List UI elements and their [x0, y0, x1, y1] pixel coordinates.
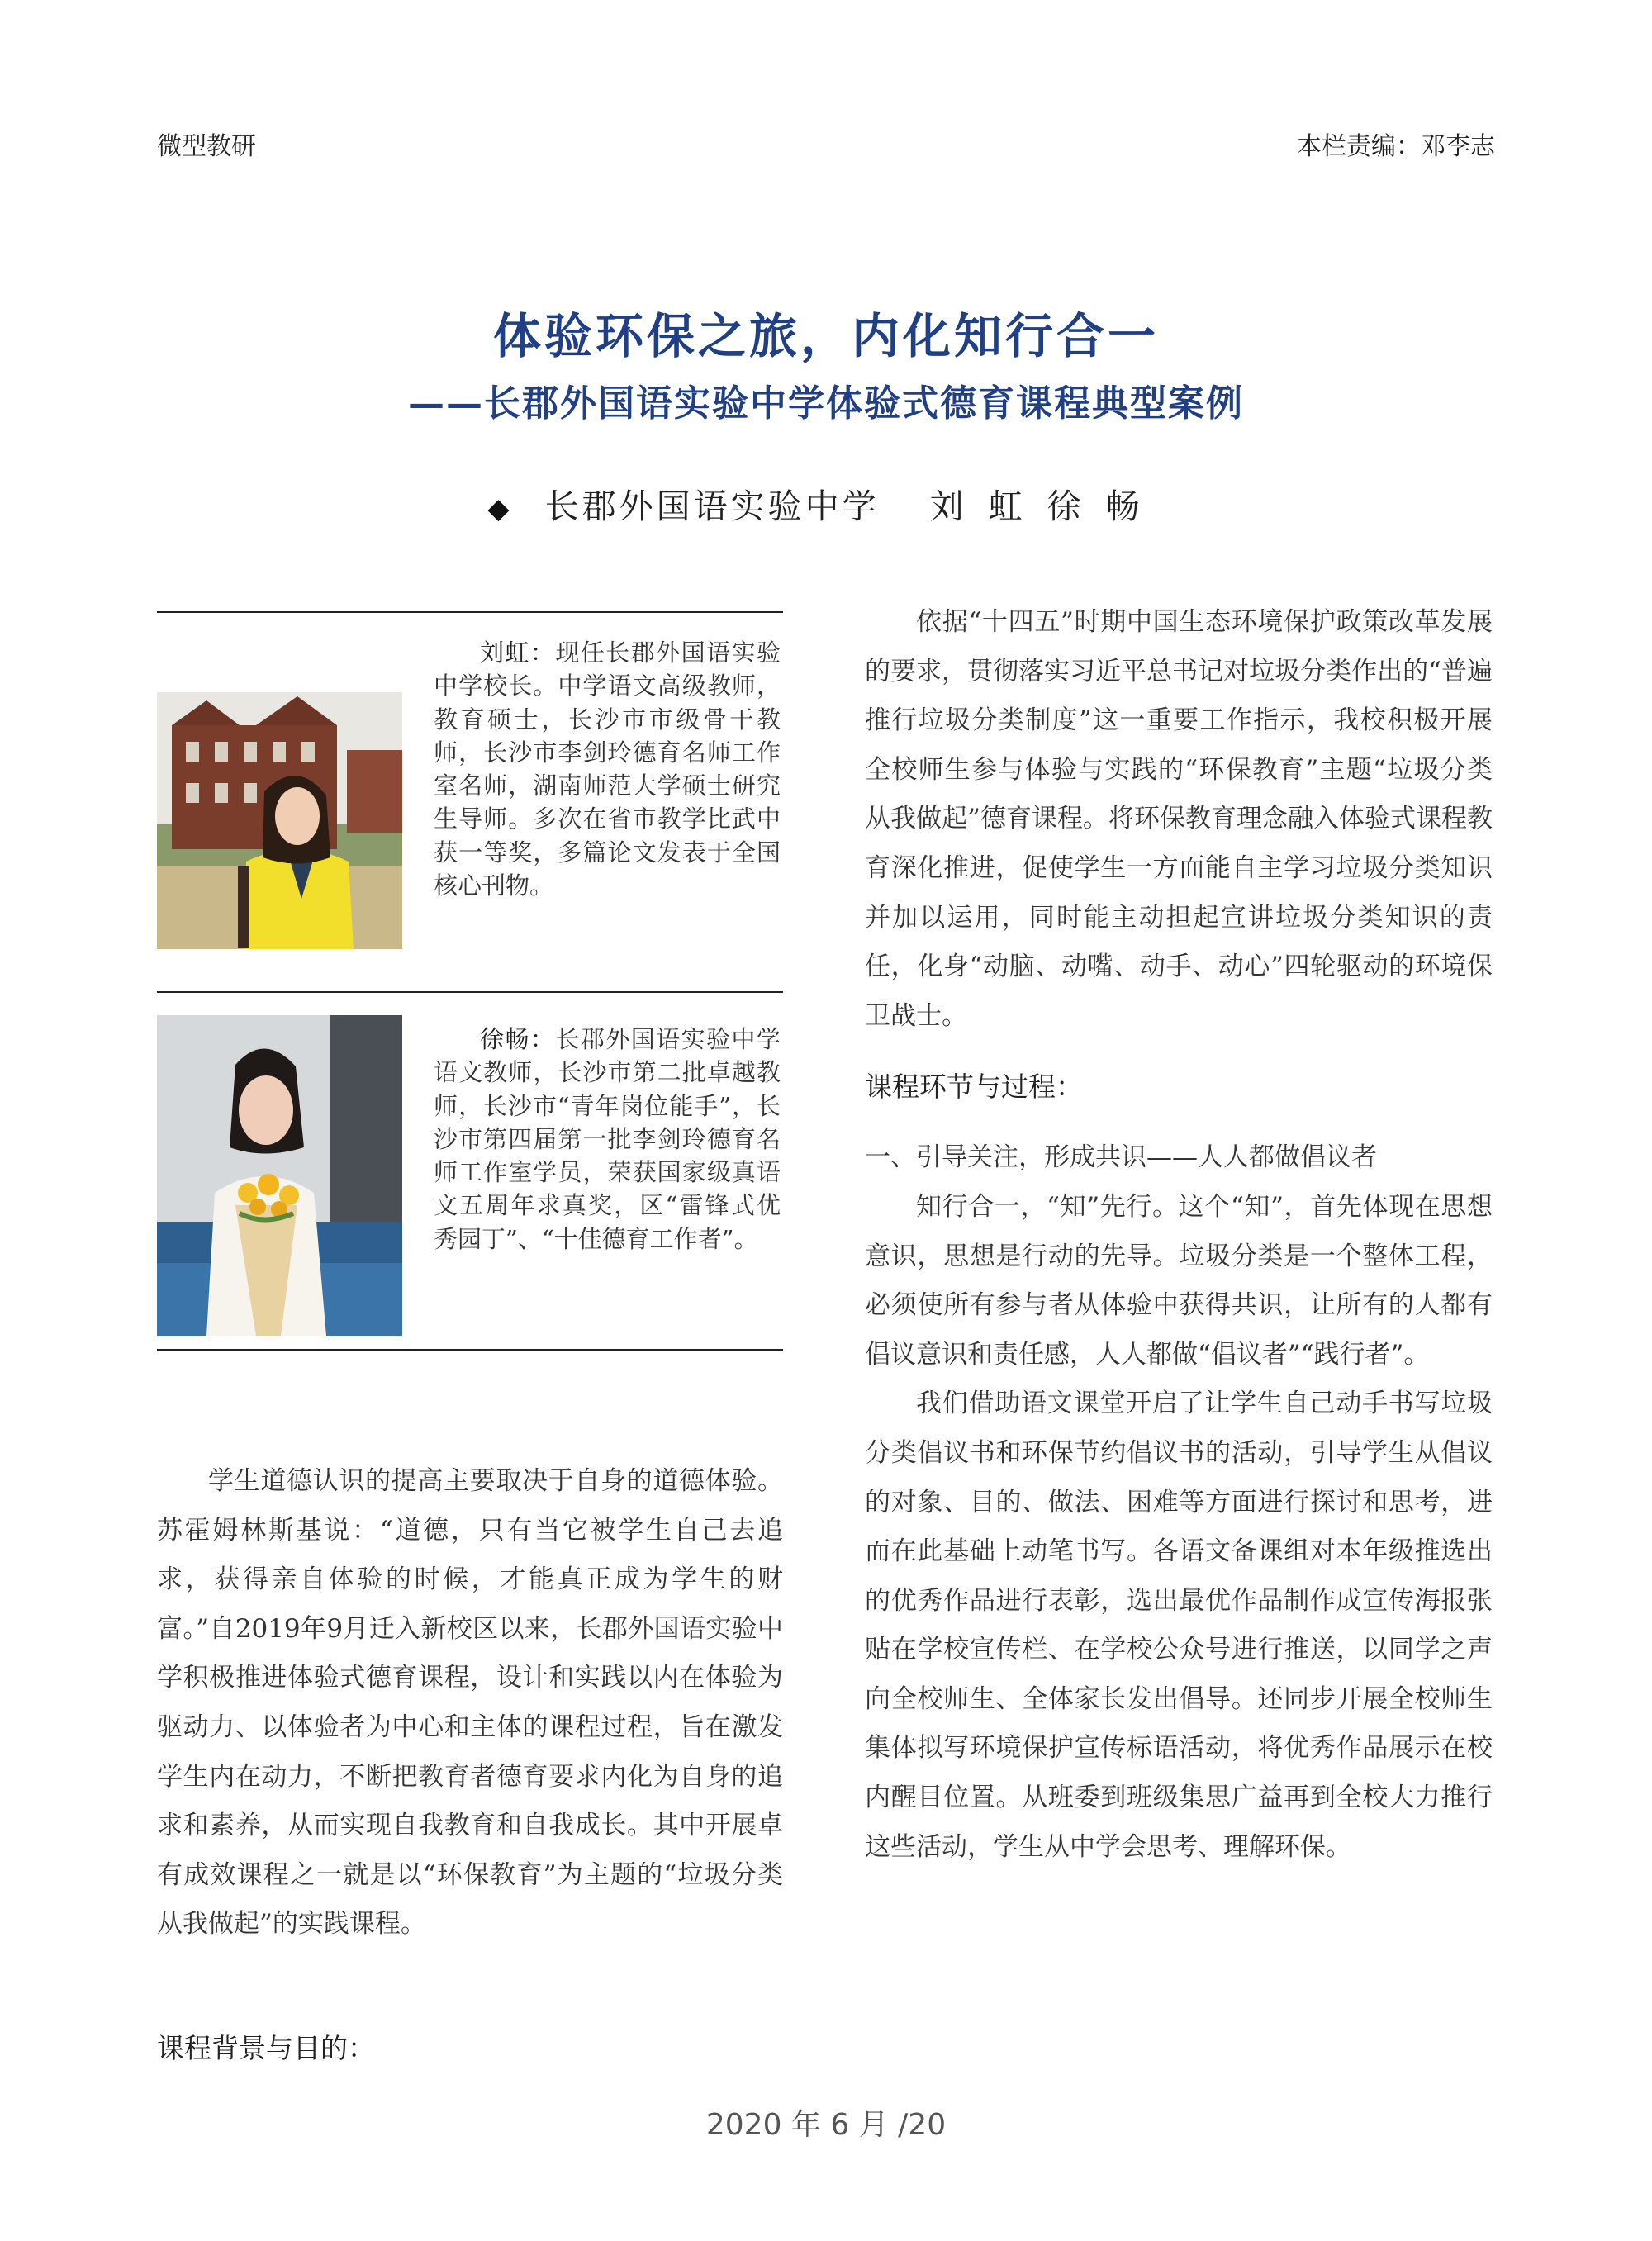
- bio-top-rule: [157, 611, 783, 613]
- bio-bottom-rule: [157, 1349, 783, 1351]
- bio-name: 刘虹：: [480, 639, 556, 667]
- author-photo-liu-hong: [157, 692, 402, 949]
- bio-xu-chang: [434, 1023, 781, 1256]
- body-paragraph: 我们借助语文课堂开启了让学生自己动手书写垃圾分类倡议书和环保节约倡议书的活动，引导学生从倡议的对象、目的、做法、困难等方面进行探讨和思考，进而在此基础上动笔书写。各语文备课组对本年级推选出的优秀作品进行表彰，选出最优作品制作成宣传海报张贴在学校宣传栏、在学校公众号进行推送，以同学之声向全校师生、全体家长发出倡导。还同步开展全校师生集体拟写环境保护宣传标语活动，将优秀作品展示在校内醒目位置。从班委到班级集思广益再到全校大力推行这些活动，学生从中学会思考、理解环保。: [865, 1389, 1493, 1862]
- left-column: [157, 1457, 783, 1949]
- byline-authors: 刘虹徐畅: [929, 487, 1165, 526]
- bio-liu-hong: [434, 636, 781, 902]
- section-heading-process: 课程环节与过程：: [865, 1071, 1083, 1104]
- article-subtitle: ——长郡外国语实验中学体验式德育课程典型案例: [408, 382, 1244, 425]
- bio-middle-rule: [157, 991, 783, 993]
- column-editor-label: 本栏责编：邓李志: [1297, 132, 1495, 161]
- section-heading-background: 课程背景与目的：: [157, 2032, 375, 2064]
- byline: [0, 479, 1652, 528]
- right-column: [865, 598, 1493, 1872]
- subsection-heading: 一、引导关注，形成共识——人人都做倡议者: [865, 1142, 1377, 1173]
- intro-paragraph: 学生道德认识的提高主要取决于自身的道德体验。苏霍姆林斯基说：“道德，只有当它被学生自己去追求，获得亲自体验的时候，才能真正成为学生的财富。”自2019年9月迁入新校区以来，长郡外国语实验中学积极推进体验式德育课程，设计和实践以内在体验为驱动力、以体验者为中心和主体的课程过程，旨在激发学生内在动力，不断把教育者德育要求内化为自身的追求和素养，从而实现自我教育和自我成长。其中开展卓有成效课程之一就是以“环保教育”为主题的“垃圾分类从我做起”的实践课程。: [157, 1466, 783, 1940]
- page-footer: 2020 年 6 月 /20: [705, 2108, 947, 2142]
- author-photo-xu-chang: [157, 1015, 402, 1336]
- background-paragraph: 依据“十四五”时期中国生态环境保护政策改革发展的要求，贯彻落实习近平总书记对垃圾分类作出的“普遍推行垃圾分类制度”这一重要工作指示，我校积极开展 全校师生参与体验与实践的“环保教育”主题“垃圾分类从我做起”德育课程。将环保教育理念融入体验式课程教育深化推进，促使学生一方面能自主学习垃圾分类知识并加以运用，同时能主动担起宣讲垃圾分类知识的责任，化身“动脑、动嘴、动手、动心”四轮驱动的环境保卫战士。: [865, 607, 1493, 1031]
- bio-text: 现任长郡外国语实验中学校长。中学语文高级教师，教育硕士，长沙市市级骨干教师，长沙市李剑玲德育名师工作室名师，湖南师范大学硕士研究生导师。多次在省市教学比武中获一等奖，多篇论文发表于全国核心刊物。: [434, 639, 781, 900]
- bio-text: 长郡外国语实验中学语文教师，长沙市第二批卓越教师，长沙市“青年岗位能手”，长沙市第四届第一批李剑玲德育名师工作室学员，荣获国家级真语文五周年求真奖，区“雷锋式优秀园丁”、“十佳德育工作者”。: [434, 1025, 781, 1253]
- journal-section-label: 微型教研: [157, 132, 256, 161]
- diamond-icon: ◆: [487, 492, 513, 525]
- article-title: 体验环保之旅，内化知行合一: [492, 308, 1159, 364]
- byline-school: 长郡外国语实验中学: [544, 487, 880, 526]
- body-paragraph: 知行合一，“知”先行。这个“知”，首先体现在思想意识，思想是行动的先导。垃圾分类是一个整体工程，必须使所有参与者从体验中获得共识，让所有的人都有倡议意识和责任感，人人都做“倡议者”“践行者”。: [865, 1191, 1493, 1370]
- bio-name: 徐畅：: [480, 1025, 556, 1053]
